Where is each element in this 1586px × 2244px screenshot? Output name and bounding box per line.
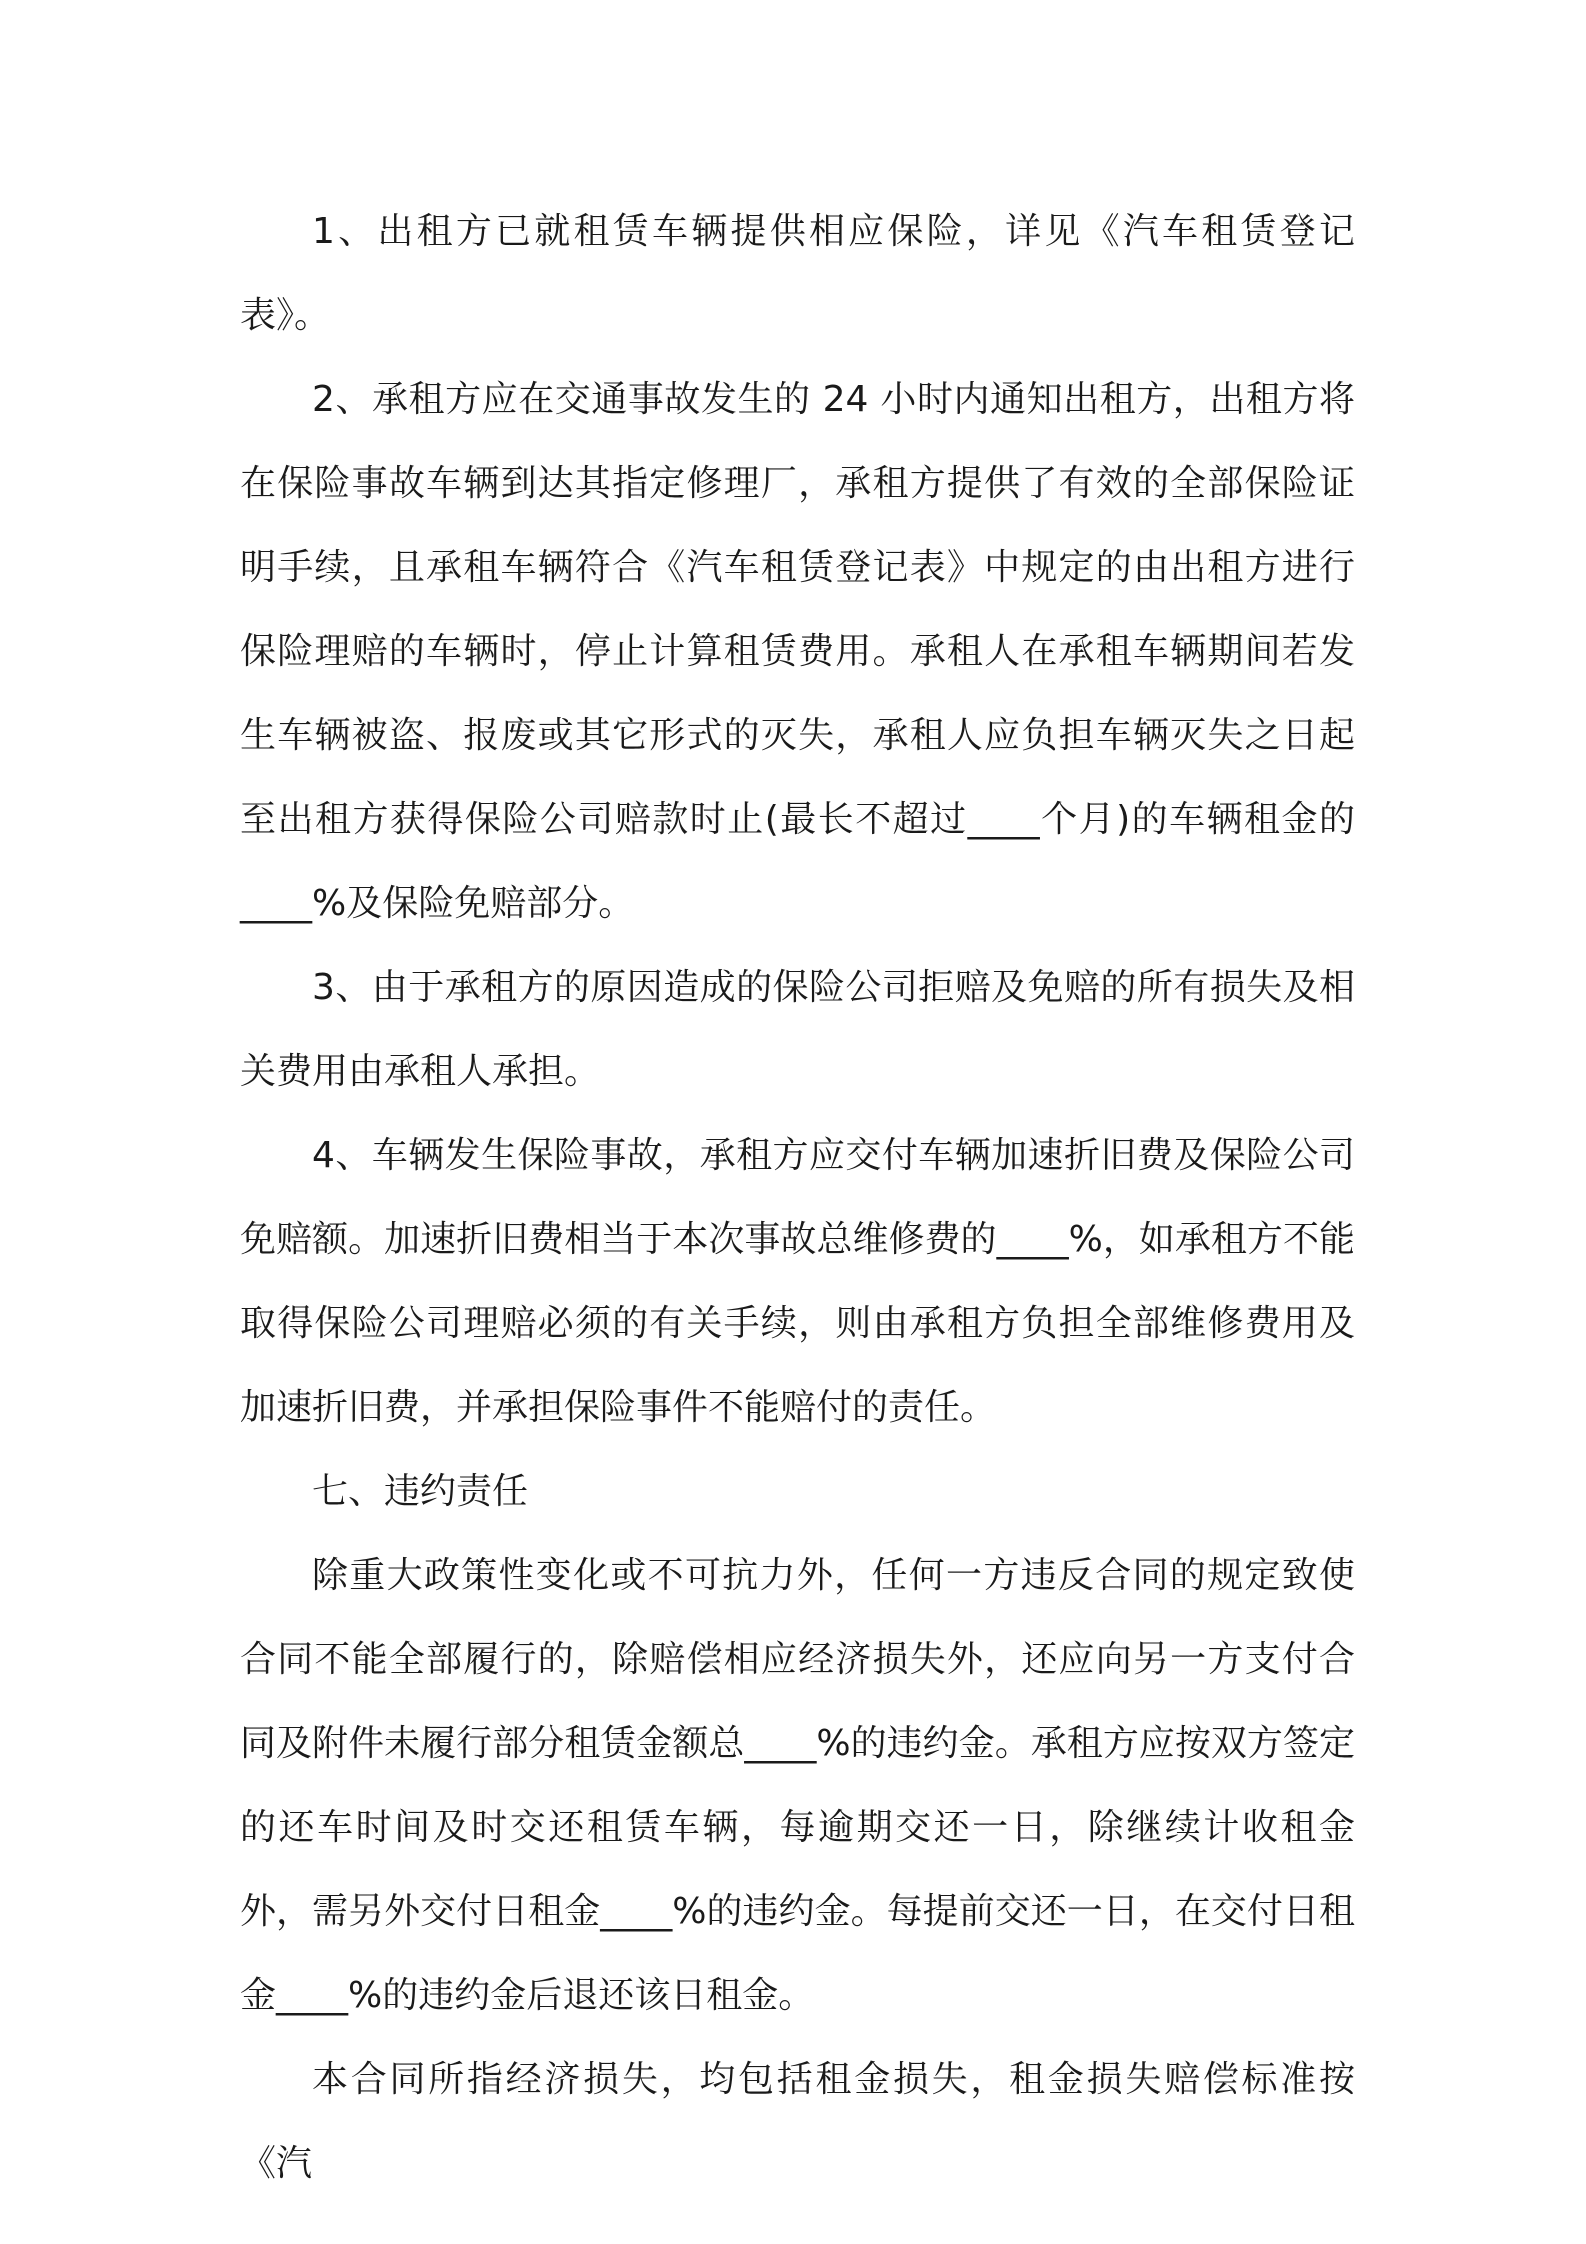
clause-1-insurance-provided: 1、出租方已就租赁车辆提供相应保险，详见《汽车租赁登记表》。 (240, 211, 1355, 336)
clause-2-accident-notification: 2、承租方应在交通事故发生的 24 小时内通知出租方，出租方将在保险事故车辆到达其指定修理厂，承租方提供了有效的全部保险证明手续，且承租车辆符合《汽车租赁登记表》中规定的由出租方进行保险理赔的车辆时，停止计算租赁费用。承租人在承租车辆期间若发生车辆被盗、报废或其它形式的灭失，承租人应负担车辆灭失之日起至出租方获得保险公司赔款时止(最长不超过____个月)的车辆租金的____%及保险免赔部分。 (240, 379, 1355, 924)
document-body (240, 190, 1355, 2206)
section-heading-breach-liability: 七、违约责任 (312, 1471, 529, 1512)
clause-3-claim-rejection: 3、由于承租方的原因造成的保险公司拒赔及免赔的所有损失及相关费用由承租人承担。 (240, 967, 1355, 1092)
breach-penalty-paragraph: 除重大政策性变化或不可抗力外，任何一方违反合同的规定致使合同不能全部履行的，除赔偿相应经济损失外，还应向另一方支付合同及附件未履行部分租赁金额总____%的违约金。承租方应按双方签定的还车时间及时交还租赁车辆，每逾期交还一日，除继续计收租金外，需另外交付日租金____%的违约金。每提前交还一日，在交付日租金____%的违约金后退还该日租金。 (240, 1555, 1355, 2016)
economic-loss-paragraph: 本合同所指经济损失，均包括租金损失，租金损失赔偿标准按《汽 (240, 2059, 1355, 2184)
clause-4-depreciation-fee: 4、车辆发生保险事故，承租方应交付车辆加速折旧费及保险公司免赔额。加速折旧费相当于本次事故总维修费的____%，如承租方不能取得保险公司理赔必须的有关手续，则由承租方负担全部维修费用及加速折旧费，并承担保险事件不能赔付的责任。 (240, 1135, 1355, 1428)
